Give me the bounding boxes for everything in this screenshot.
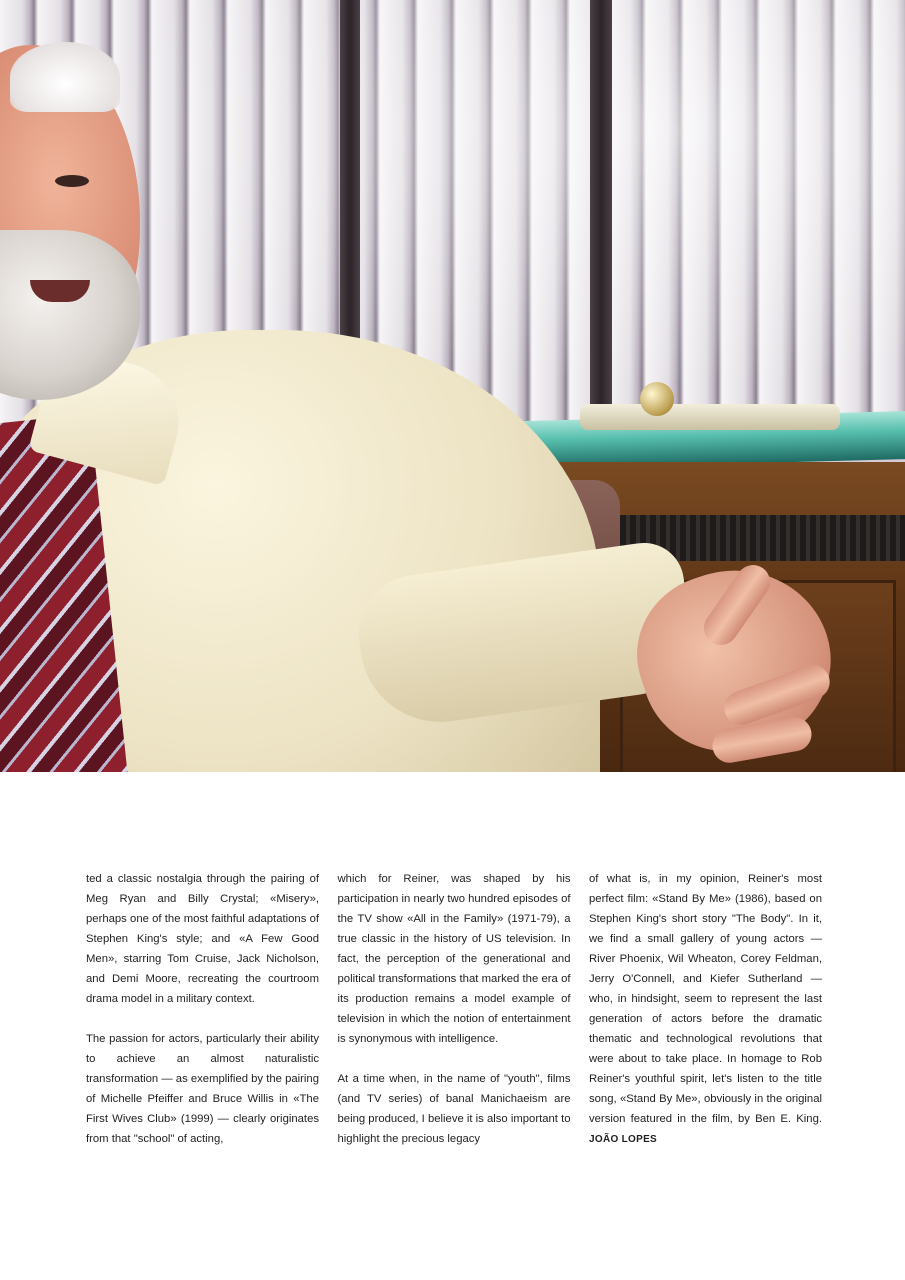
paragraph: ted a classic nostalgia through the pairing of Meg Ryan and Billy Crystal; «Misery», perhaps one of the most faithful adaptations of Stephen King's style; and «A Few Good Men», starring Tom Cruise, Jack Nicholson, and Demi Moore, recreating the courtroom drama model in a military context. [86,873,319,1005]
article-column-3 [589,869,822,1170]
paragraph: The passion for actors, particularly their ability to achieve an almost naturalistic transformation — as exemplified by the pairing of Michelle Pfeiffer and Bruce Willis in «The First Wives Club» (1999) — clearly originates from that "school" of acting, [86,1033,319,1145]
article-column-2 [338,869,571,1170]
paragraph-text: of what is, in my opinion, Reiner's most perfect film: «Stand By Me» (1986), based on Stephen King's short story "The Body". In it, we find a small gallery of young actors — River Phoenix, Wil Wheaton, Corey Feldman, Jerry O'Connell, and Kiefer Sutherland — who, in hindsight, seem to represent the last generation of actors before the dramatic thematic and technological revolutions that were about to take place. In homage to Rob Reiner's youthful spirit, let's listen to the title song, «Stand By Me», obviously in the original version featured in the film, by Ben E. King. [589,873,822,1125]
paragraph: which for Reiner, was shaped by his participation in nearly two hundred episodes of the TV show «All in the Family» (1971-79), a true classic in the history of US television. In fact, the perception of the generational and political transformations that marked the era of its production remains a model example of television in which the notion of entertainment is synonymous with intelligence. [337,873,571,1045]
author-byline: JOÃO LOPES [589,1134,658,1145]
window-post [590,0,612,430]
person-hair [10,42,120,112]
sill-ornament [640,382,674,416]
sill-objects [580,404,840,430]
person-eye [55,175,89,187]
article-body [86,869,822,1170]
article-column-1 [86,869,319,1170]
paragraph [589,869,822,1150]
paragraph: At a time when, in the name of "youth", films (and TV series) of banal Manichaeism are being produced, I believe it is also important to highlight the precious legacy [337,1073,571,1145]
